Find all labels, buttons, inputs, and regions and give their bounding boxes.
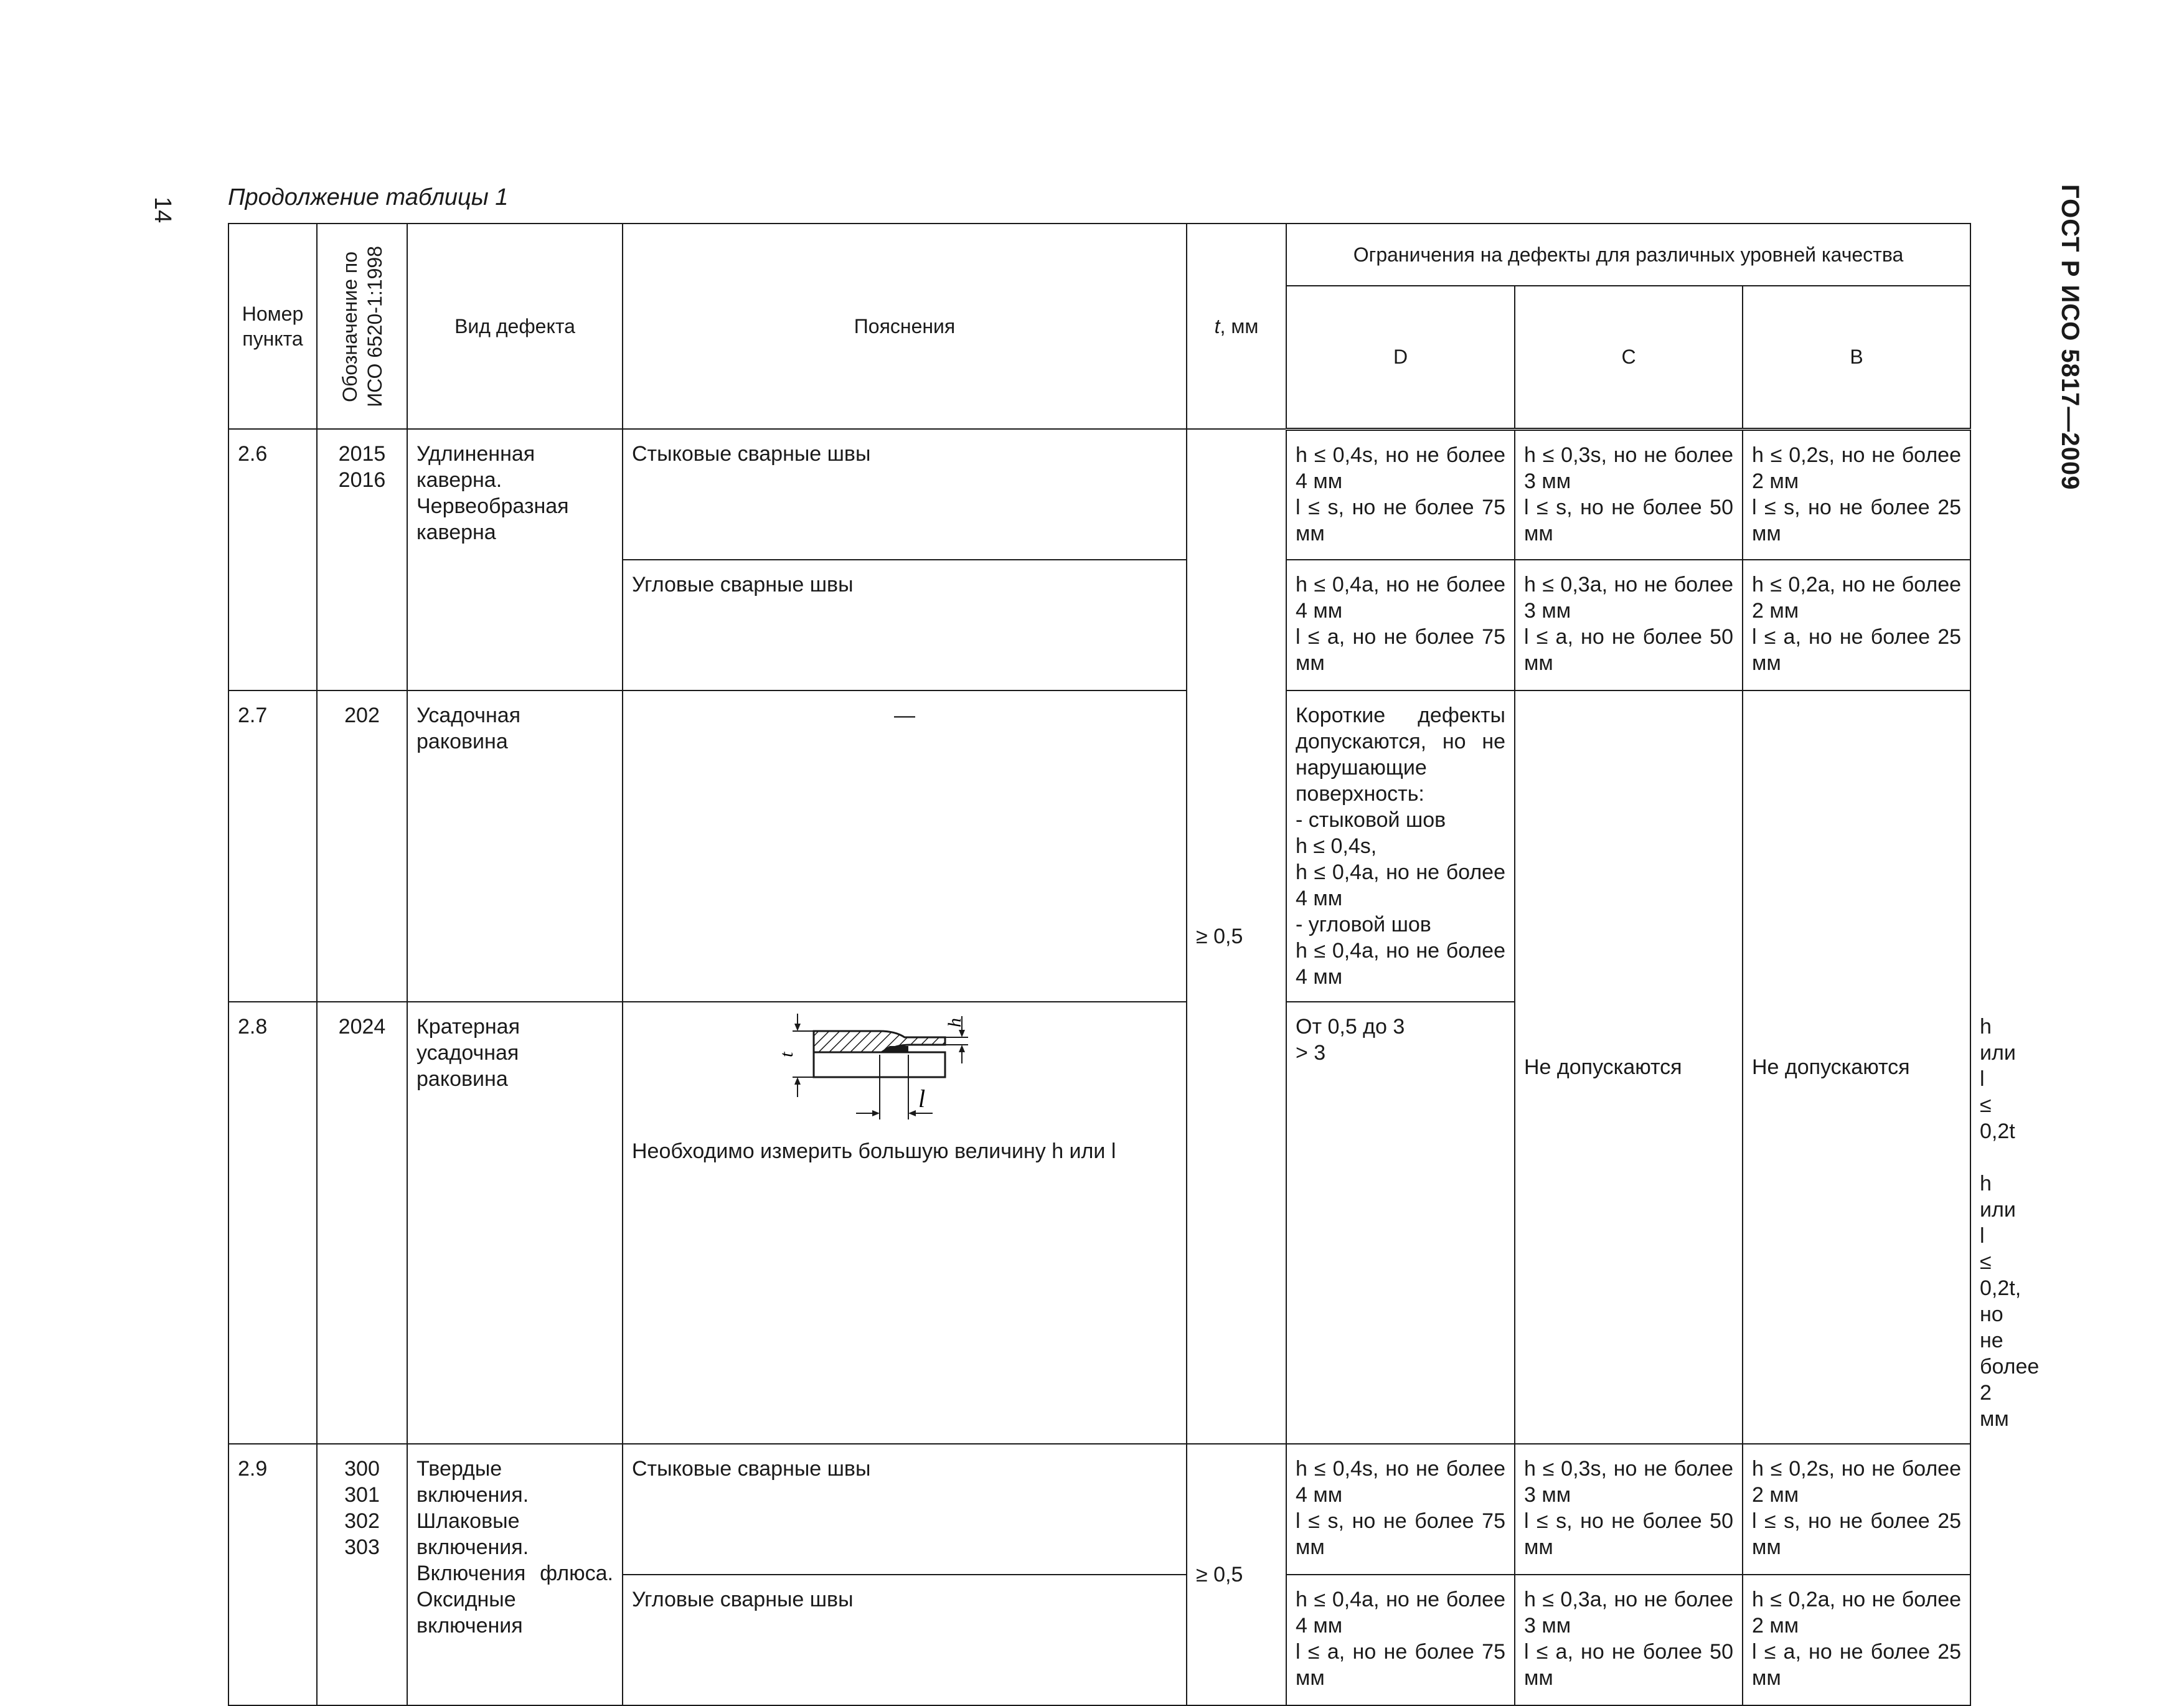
limit-d: h ≤ 0,4a, но не более 4 мм l ≤ a, но не более 75 мм	[1286, 1575, 1515, 1705]
limit-d: h ≤ 0,4a, но не более 4 мм l ≤ a, но не более 75 мм	[1286, 560, 1515, 690]
row-defect-type: Удлиненная каверна. Червеобразная каверна	[407, 429, 623, 690]
limit-c: Не допускаются	[1515, 690, 1743, 1444]
row-defect-type: Усадочная раковина	[407, 690, 623, 1002]
header-level-b: B	[1743, 286, 1970, 429]
header-item-number: Номер пункта	[228, 224, 317, 429]
sketch-label-l: l	[918, 1085, 926, 1113]
row-notes-fillet: Угловые сварные швы	[623, 560, 1187, 690]
table-row	[228, 1444, 1970, 1575]
defects-table	[228, 223, 2040, 1706]
page-number: 14	[149, 197, 176, 224]
sketch-note: Необходимо измерить большую величину h или l	[632, 1139, 1116, 1163]
row-notes-butt: Стыковые сварные швы	[623, 1444, 1187, 1575]
limit-b: h ≤ 0,2s, но не более 2 мм l ≤ s, но не более 25 мм	[1743, 1444, 1970, 1575]
limit-d: Короткие дефекты допускаются, но не нарушающие поверхность: - стыковой шов h ≤ 0,4s, h ≤ 0,4a, но не более 4 мм - угловой шов h ≤ 0,4a, но не более 4 мм	[1286, 690, 1515, 1002]
header-level-c: C	[1515, 286, 1743, 429]
row-number: 2.6	[228, 429, 317, 690]
sketch-label-t: t	[776, 1052, 797, 1057]
header-iso-code: Обозначение по ИСО 6520-1:1998	[317, 224, 407, 429]
row-number: 2.9	[228, 1444, 317, 1705]
row-thickness: ≥ 0,5	[1187, 1444, 1286, 1705]
row-notes-sketch	[623, 1002, 1187, 1444]
row-iso-codes: 300 301 302 303	[317, 1444, 407, 1705]
document-code: ГОСТ Р ИСО 5817—2009	[2056, 184, 2084, 491]
header-thickness: t, мм	[1187, 224, 1286, 429]
header-notes: Пояснения	[623, 224, 1187, 429]
limit-d: h ≤ 0,4s, но не более 4 мм l ≤ s, но не более 75 мм	[1286, 429, 1515, 560]
limit-b: h ≤ 0,2a, но не более 2 мм l ≤ a, но не более 25 мм	[1743, 1575, 1970, 1705]
limit-c: h ≤ 0,3a, но не более 3 мм l ≤ a, но не более 50 мм	[1515, 1575, 1743, 1705]
table-row: 2.8 2024 Кратерная усадочная раковина t h l Необходимо измерить большую величину h или l От 0,5 до 3 > 3 h или l ≤ 0,2t h или l ≤ 0,2t, но не более 2 мм	[228, 1002, 1970, 1444]
row-iso-codes: 2024	[317, 1002, 407, 1444]
header-quality-limits: Ограничения на дефекты для различных уровней качества	[1286, 224, 1970, 286]
row-thickness: ≥ 0,5	[1187, 429, 1286, 1444]
table-row	[228, 429, 1970, 560]
limit-b: h ≤ 0,2a, но не более 2 мм l ≤ a, но не более 25 мм	[1743, 560, 1970, 690]
table-row	[228, 690, 1970, 1002]
row-iso-codes: 2015 2016	[317, 429, 407, 690]
row-defect-type: Твердые включения. Шлаковые включения. Включения флюса. Оксидные включения	[407, 1444, 623, 1705]
row-number: 2.8	[228, 1002, 317, 1444]
header-level-d: D	[1286, 286, 1515, 429]
header-defect-type: Вид дефекта	[407, 224, 623, 429]
limit-c: h ≤ 0,3s, но не более 3 мм l ≤ s, но не более 50 мм	[1515, 1444, 1743, 1575]
row-defect-type: Кратерная усадочная раковина	[407, 1002, 623, 1444]
limit-b: h ≤ 0,2s, но не более 2 мм l ≤ s, но не более 25 мм	[1743, 429, 1970, 560]
limit-c: h ≤ 0,3a, но не более 3 мм l ≤ a, но не более 50 мм	[1515, 560, 1743, 690]
row-notes-butt: Стыковые сварные швы	[623, 429, 1187, 560]
row-number: 2.7	[228, 690, 317, 1002]
row-notes-fillet: Угловые сварные швы	[623, 1575, 1187, 1705]
sketch-label-h: h	[944, 1018, 965, 1027]
table-continuation-caption: Продолжение таблицы 1	[228, 184, 509, 210]
limit-d: h ≤ 0,4s, но не более 4 мм l ≤ s, но не более 75 мм	[1286, 1444, 1515, 1575]
limit-b: Не допускаются	[1743, 690, 1970, 1444]
crater-pipe-sketch	[761, 1014, 1048, 1132]
row-iso-codes: 202	[317, 690, 407, 1002]
row-notes: —	[623, 690, 1187, 1002]
row-thickness: От 0,5 до 3 > 3	[1286, 1002, 1515, 1444]
limit-c: h ≤ 0,3s, но не более 3 мм l ≤ s, но не более 50 мм	[1515, 429, 1743, 560]
